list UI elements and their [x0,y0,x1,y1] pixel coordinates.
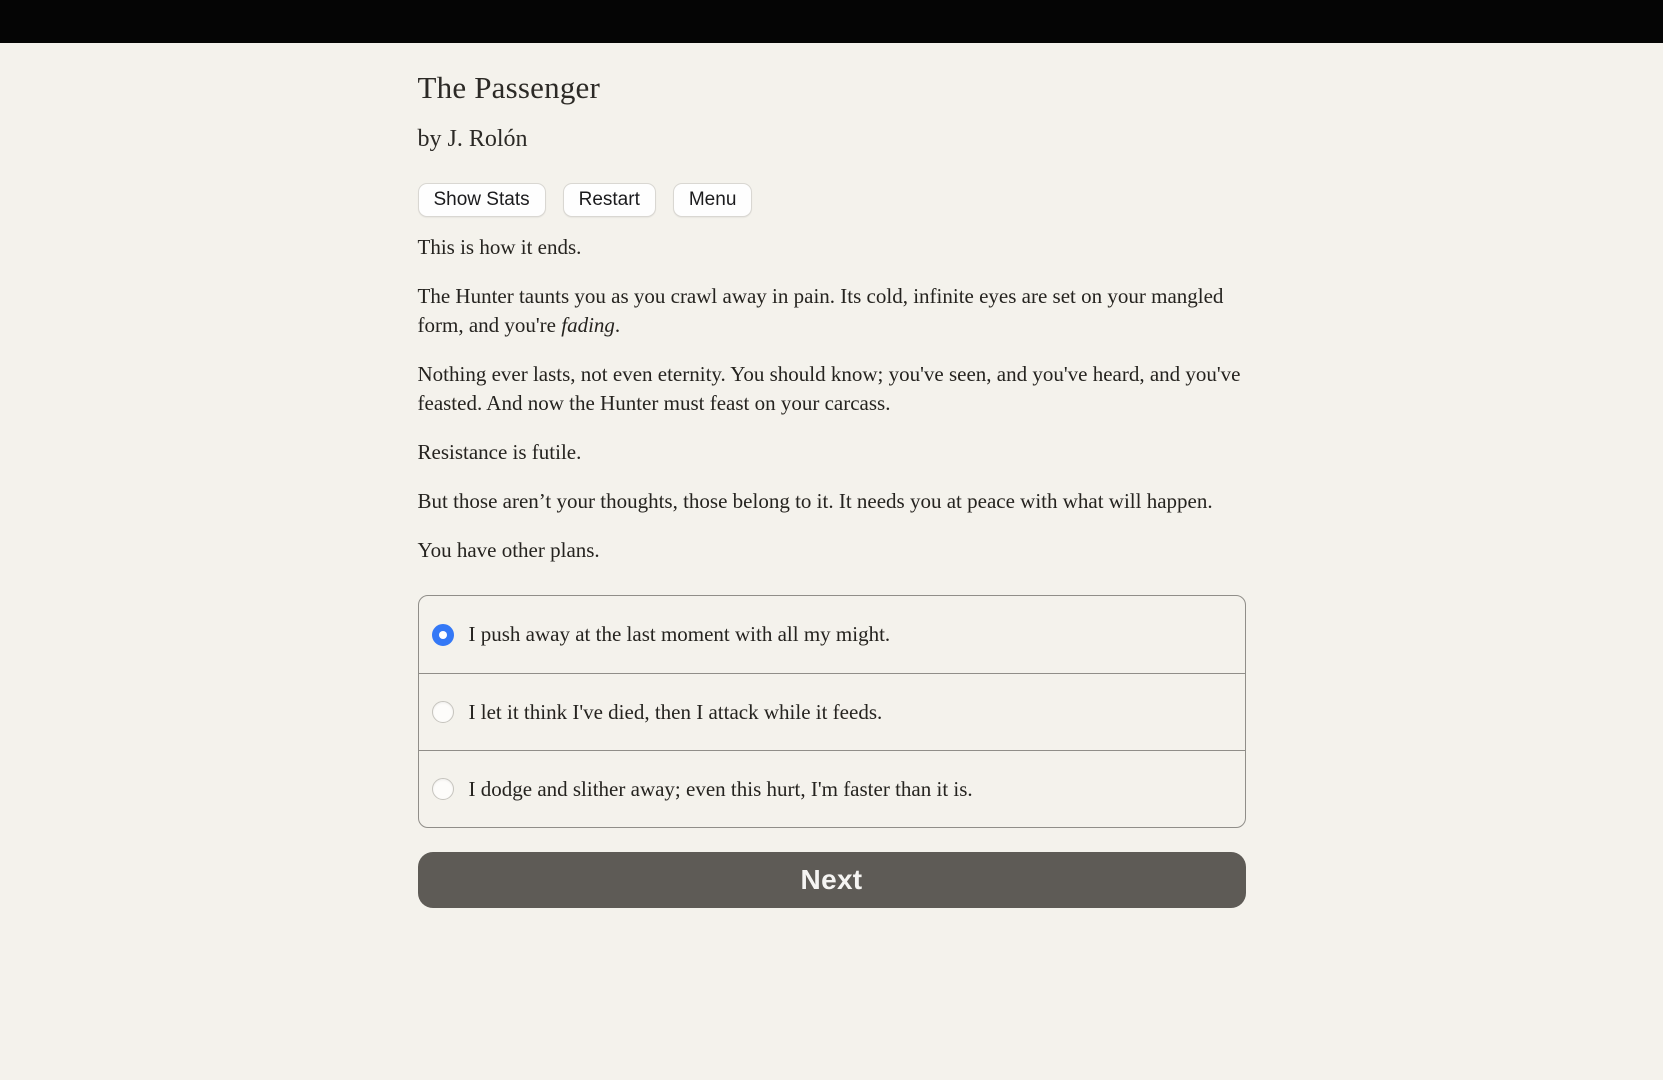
story-paragraph-segment: The Hunter taunts you as you crawl away in pain. Its cold, infinite eyes are set on your mangled form, and you're [417,284,1224,337]
story-text [418,233,1246,565]
page-title: The Passenger [417,70,601,105]
radio-button-icon[interactable] [432,624,454,646]
choice-list [418,595,1246,828]
story-paragraph: Resistance is futile. [417,440,582,464]
story-paragraph: You have other plans. [417,538,600,562]
next-button[interactable]: Next [418,852,1246,908]
menu-button[interactable]: Menu [673,183,753,217]
story-paragraph-segment: . [614,313,621,337]
choice-option[interactable] [419,673,1245,750]
story-paragraph [418,282,1246,340]
choice-option[interactable] [419,596,1245,673]
choice-label: I push away at the last moment with all my might. [468,622,891,646]
story-paragraph: But those aren’t your thoughts, those belong to it. It needs you at peace with what will happen. [417,489,1213,513]
radio-button-icon[interactable] [432,701,454,723]
story-paragraph-italic: fading [561,313,615,337]
toolbar [418,183,1246,217]
author-byline: by J. Rolón [417,126,528,152]
restart-button[interactable]: Restart [563,183,656,217]
top-letterbox-bar [0,0,1663,43]
story-paragraph: Nothing ever lasts, not even eternity. You should know; you've seen, and you've heard, and you've feasted. And now the Hunter must feast on your carcass. [417,362,1241,415]
choice-label: I dodge and slither away; even this hurt, I'm faster than it is. [468,776,973,801]
game-content [418,43,1246,1008]
choice-option[interactable] [419,750,1245,827]
story-paragraph: This is how it ends. [417,235,582,259]
choice-label: I let it think I've died, then I attack while it feeds. [468,699,883,724]
show-stats-button[interactable]: Show Stats [418,183,546,217]
radio-button-icon[interactable] [432,778,454,800]
